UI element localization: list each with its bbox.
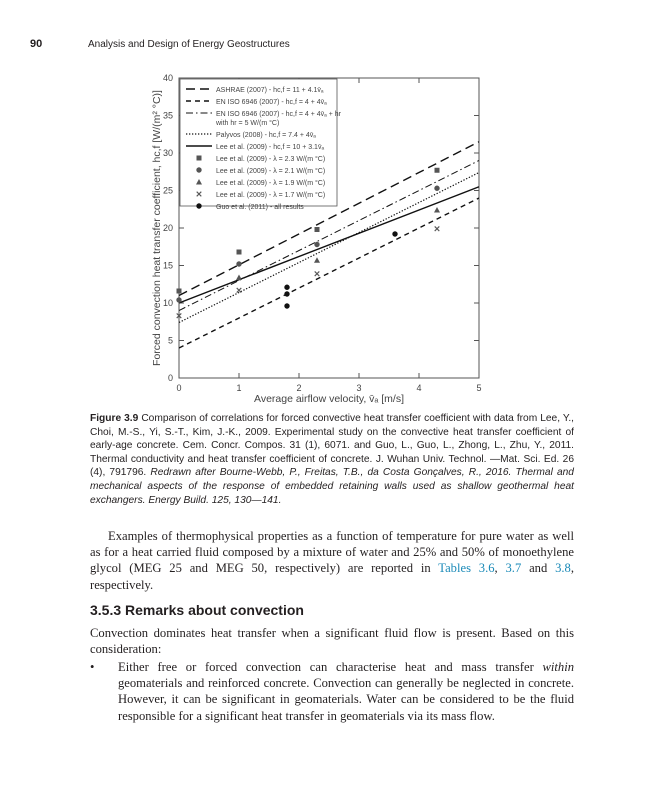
data-point-square [435, 168, 440, 173]
link-table-3-6[interactable]: Tables 3.6 [438, 561, 495, 576]
x-tick-label: 3 [356, 383, 362, 393]
x-tick-label: 4 [416, 383, 422, 393]
data-point-dot [284, 303, 289, 308]
x-tick-label: 2 [296, 383, 302, 393]
bullet-item [90, 659, 574, 724]
legend-entry: ASHRAE (2007) - hc,f = 11 + 4.1v̄ₐ [216, 87, 324, 94]
data-point-cross [237, 288, 242, 293]
section-heading: 3.5.3 Remarks about convection [90, 602, 304, 618]
y-tick-label: 35 [162, 110, 173, 121]
data-point-triangle [434, 207, 440, 213]
bullet-text-part: Either free or forced convection can characterise heat and mass transfer [118, 660, 543, 674]
legend-entry: Lee et al. (2009) - hc,f = 10 + 3.1v̄ₐ [216, 144, 325, 151]
bullet-text [118, 659, 574, 724]
bullet-text-part: geomaterials and reinforced concrete. Convection can generally be neglected in concrete. However, it can be significant in geomaterials. Water can be considered to be the fluid responsible for a significant heat transfer in geomaterials via its mass flow. [118, 676, 574, 723]
data-point-circle [236, 261, 241, 266]
x-tick-label: 5 [476, 383, 482, 393]
running-title: Analysis and Design of Energy Geostructures [88, 39, 290, 50]
legend-marker-square [197, 156, 202, 161]
legend-entry: Guo et al. (2011) - all results [216, 204, 304, 211]
figure-label: Figure 3.9 [90, 413, 139, 424]
legend-entry: Lee et al. (2009) - λ = 2.1 W/(m °C) [216, 168, 326, 175]
legend-entry: EN ISO 6946 (2007) - hc,f = 4 + 4v̄ₐ [216, 99, 327, 106]
y-tick-label: 20 [162, 223, 173, 233]
data-point-cross [435, 226, 440, 231]
link-table-3-8[interactable]: 3.8 [555, 561, 571, 576]
data-point-dot [284, 285, 289, 290]
data-point-cross [315, 271, 320, 276]
caption-source: Redrawn after Bourne-Webb, P., Freitas, T.B., da Costa Gonçalves, R., 2016. Thermal and mechanical aspects of the response of embedded retaining walls used as shallow geothermal heat exchangers. Energy Build. 125, 130—141. [90, 467, 574, 506]
data-point-dot [392, 231, 397, 236]
figure-caption [90, 412, 574, 507]
y-tick-label: 25 [162, 185, 173, 196]
x-axis-label: Average airflow velocity, v̄ₐ [m/s] [254, 393, 404, 405]
legend-entry: Lee et al. (2009) - λ = 1.9 W/(m °C) [216, 180, 326, 187]
data-point-circle [314, 242, 319, 247]
legend-entry: EN ISO 6946 (2007) - hc,f = 4 + 4v̄ₐ + hr [216, 111, 341, 118]
legend-marker-dot [196, 203, 201, 208]
data-point-square [177, 289, 182, 294]
x-tick-label: 1 [236, 383, 242, 393]
separator: and [521, 561, 556, 576]
y-axis-label: Forced convection heat transfer coefficient, hc,f [W/(m² °C)] [151, 90, 163, 366]
data-point-triangle [314, 257, 320, 263]
legend-entry: Lee et al. (2009) - λ = 2.3 W/(m °C) [216, 156, 326, 163]
paragraph-convection: Convection dominates heat transfer when a significant fluid flow is present. Based on this consideration: [90, 626, 574, 657]
y-tick-label: 5 [167, 335, 173, 346]
y-tick-label: 0 [167, 373, 173, 383]
link-table-3-7[interactable]: 3.7 [505, 561, 522, 576]
data-point-circle [176, 297, 181, 302]
x-tick-label: 0 [176, 383, 182, 393]
data-point-triangle [236, 275, 242, 281]
legend-entry: Lee et al. (2009) - λ = 1.7 W/(m °C) [216, 192, 326, 199]
data-point-dot [284, 291, 289, 296]
paragraph-thermophysical [90, 528, 574, 593]
y-tick-label: 40 [162, 73, 173, 83]
bullet-marker: • [90, 660, 95, 674]
bullet-emphasis: within [542, 660, 574, 674]
paragraph-text: Examples of thermophysical properties as a function of temperature for pure water as well as for a heat carried fluid composed by a mixture of water and 25% and 50% of monoethylene glycol (MEG 25 and MEG 50, respectively) are reported in [90, 529, 574, 576]
legend-entry: Palyvos (2008) - hc,f = 7.4 + 4v̄ₐ [216, 132, 316, 139]
data-point-square [315, 227, 320, 232]
legend-marker-circle [196, 167, 201, 172]
data-point-circle [434, 186, 439, 191]
y-tick-label: 15 [162, 260, 173, 271]
caption-text: Comparison of correlations for forced convective heat transfer coefficient with data from Lee, Y., Choi, M.-S., Yi, S.-T., Kim, J.-K., 2009. Experimental study on the convective heat transfer coefficient of early-age concrete. Cem. Concr. Compos. 31 (1), 6071. and Guo, L., Guo, L., Zhong, L., Zhu, Y., 2011. Thermal conductivity and heat transfer coefficient of concrete. J. Wuhan Univ. Technol. —Mat. Sci. Ed. 26 (4), 791796. [90, 413, 574, 479]
page-number: 90 [30, 38, 43, 50]
data-point-square [237, 250, 242, 255]
separator: , [494, 561, 506, 576]
legend-entry: with hr = 5 W/(m °C) [216, 120, 280, 127]
y-tick-label: 10 [162, 298, 173, 308]
y-tick-label: 30 [162, 148, 173, 158]
paragraph-end: , respectively. [90, 561, 574, 592]
